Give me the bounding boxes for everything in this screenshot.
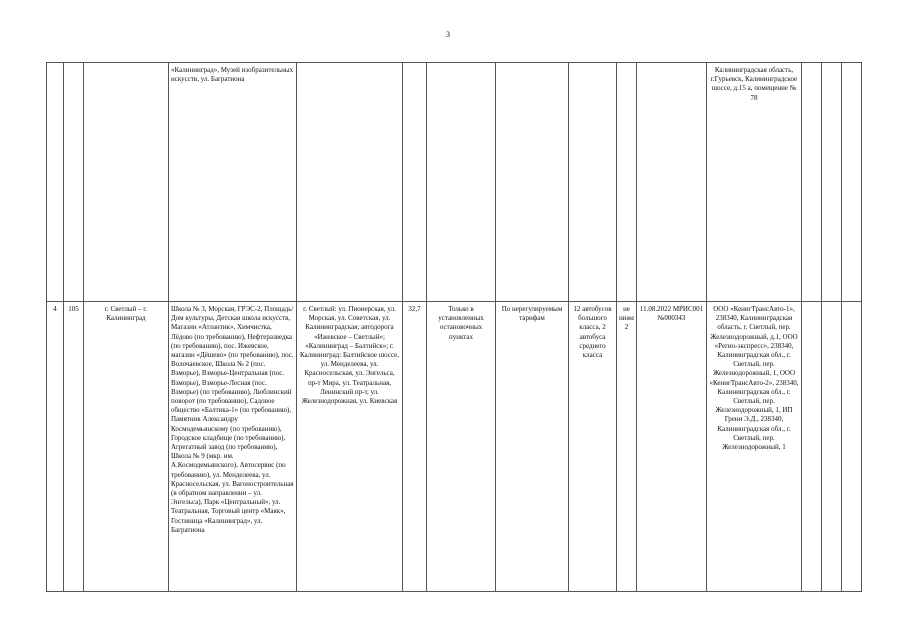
table-row-route (47, 302, 862, 592)
carrier-cell: Калининградская область, г.Гурьевск, Калининградское шоссе, д.15 а, помещение № 78 (707, 63, 802, 302)
route-name-cell: г. Светлый – г. Калининград (84, 302, 169, 592)
carrier-cell: ООО «КенигТрансАвто-1», 238340, Калининградская область, г. Светлый, пер. Железнодорожный, д.1, ООО «Регио-экспресс», 238340, Калининградская обл., г. Светлый, пер. Железнодорожный, 1, ООО «КенигТрансАвто-2», 238340, Калининградская обл., г. Светлый, пер. Железнодорожный, 1, ИП Грени Э.Д., 238340, Калининградская обл., г. Светлый, пер. Железнодорожный, 1 (707, 302, 802, 592)
stops-cell: Школа № 3, Морская, ГРЭС-2, Площадь/Дом культуры, Детская школа искусств, Магазин «Атлантик», Химчистка, Лёдово (по требованию), Нефтеразведка (по требованию), пос. Ижевское, магазин «Дёшево» (по требованию), пос. Волочаевское, Школа № 2 (пос. Взморье), Взморье-Центральная (пос. Взморье), Взморье-Лесная (пос. Взморье) (по требованию), Люблинский поворот (по требованию), Садовое общество «Балтика-1» (по требованию), Памятник Александру Космодемьянскому (по требованию), Городское кладбище (по требованию), Агрегатный завод (по требованию), Школа № 9 (мкр. им. А.Космодемьянского), Автосервис (по требованию), ул. Менделеева, ул. Красносельская, ул. Вагоностроительная (в обратном направлении – ул. Энгельса), Парк «Центральный», ул. Театральная, Торговый центр «Маяк», Гостиница «Калининград», ул. Багратиона (169, 302, 297, 592)
vehicles-cell: 12 автобусов большого класса, 2 автобуса среднего класса (569, 302, 617, 592)
tariff-cell: По нерегулируемым тарифам (496, 302, 569, 592)
page-number: 3 (446, 30, 450, 39)
length-cell: 32,7 (403, 302, 427, 592)
route-number-cell: 105 (64, 302, 84, 592)
route-registry-table (46, 62, 862, 592)
eco-class-cell: не ниже 2 (617, 302, 637, 592)
table-row-continuation (47, 63, 862, 302)
stop-order-cell: Только в установленных остановочных пунктах (427, 302, 496, 592)
registration-cell: 11.08.2022 МРИС001 №000343 (637, 302, 707, 592)
stops-cell: «Калининград», Музей изобразительных искусств, ул. Багратиона (169, 63, 297, 302)
streets-cell: г. Светлый: ул. Пионерская, ул. Морская, ул. Советская, ул. Калининградская; автодорога «Ижевское – Светлый»; «Калининград – Балтийск»; г. Калининград: Балтийское шоссе, ул. Менделеева, ул. Красносельская, ул. Энгельса, пр-т Мира, ул. Театральная, Ленинский пр-т, ул. Железнодорожная, ул. Киевская (297, 302, 403, 592)
row-number-cell: 4 (47, 302, 64, 592)
